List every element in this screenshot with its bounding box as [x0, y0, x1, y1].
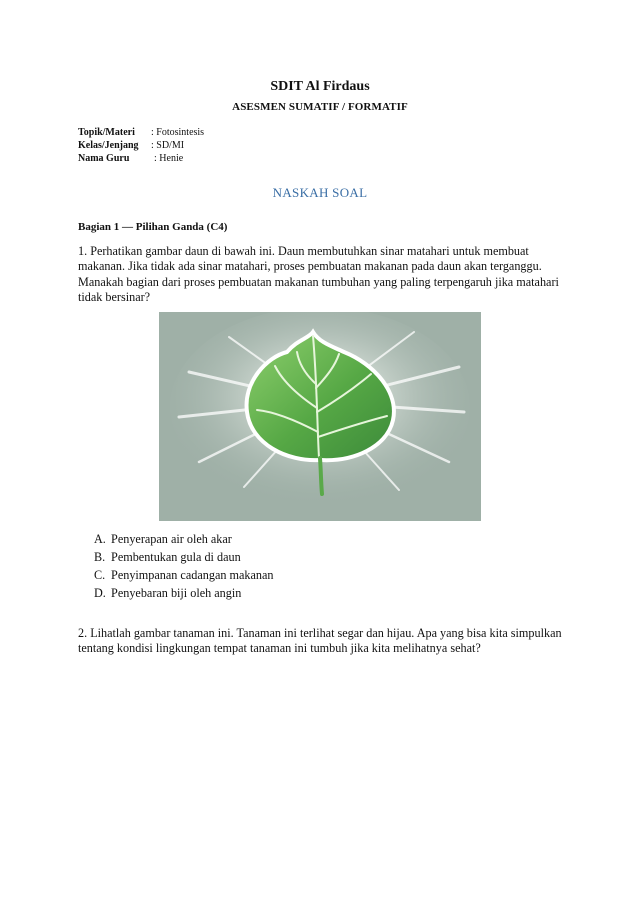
option-c[interactable]: [94, 566, 273, 584]
info-value: : Henie: [154, 153, 184, 164]
info-row-teacher: [78, 152, 204, 165]
option-text: Pembentukan gula di daun: [111, 550, 241, 564]
part-title: Bagian 1 — Pilihan Ganda (C4): [78, 221, 228, 233]
option-text: Penyebaran biji oleh angin: [111, 586, 242, 600]
option-text: Penyimpanan cadangan makanan: [111, 568, 274, 582]
option-b[interactable]: [94, 548, 273, 566]
green-leaf-with-sunrays-icon: [159, 312, 481, 521]
school-name: SDIT Al Firdaus: [270, 79, 370, 94]
option-letter: A.: [94, 532, 106, 546]
info-value: : Fotosintesis: [151, 127, 205, 138]
info-label: Kelas/Jenjang: [78, 140, 139, 151]
info-value: : SD/MI: [151, 140, 185, 151]
info-block: [78, 126, 204, 165]
info-row-class: [78, 139, 204, 152]
info-label: Topik/Materi: [78, 127, 135, 138]
assessment-title: ASESMEN SUMATIF / FORMATIF: [232, 101, 408, 113]
option-letter: B.: [94, 550, 106, 564]
question-2-text: 2. Lihatlah gambar tanaman ini. Tanaman ini terlihat segar dan hijau. Apa yang bisa kita simpulkan tentang kondisi lingkungan tempat tanaman ini tumbuh jika kita melihatnya sehat?: [78, 626, 562, 656]
info-label: Nama Guru: [78, 153, 130, 164]
leaf-image: [159, 312, 481, 521]
option-d[interactable]: [94, 584, 273, 602]
option-letter: C.: [94, 568, 106, 582]
question-1-text: 1. Perhatikan gambar daun di bawah ini. Daun membutuhkan sinar matahari untuk membuat makanan. Jika tidak ada sinar matahari, proses pembuatan makanan pada daun akan terganggu. Manakah bagian dari proses pembuatan makanan tumbuhan yang paling terpengaruh jika matahari tidak bersinar?: [78, 244, 559, 305]
section-title: NASKAH SOAL: [272, 185, 368, 200]
option-text: Penyerapan air oleh akar: [111, 532, 232, 546]
answer-options: [94, 530, 273, 602]
info-row-topic: [78, 126, 204, 139]
option-letter: D.: [94, 586, 106, 600]
option-a[interactable]: [94, 530, 273, 548]
